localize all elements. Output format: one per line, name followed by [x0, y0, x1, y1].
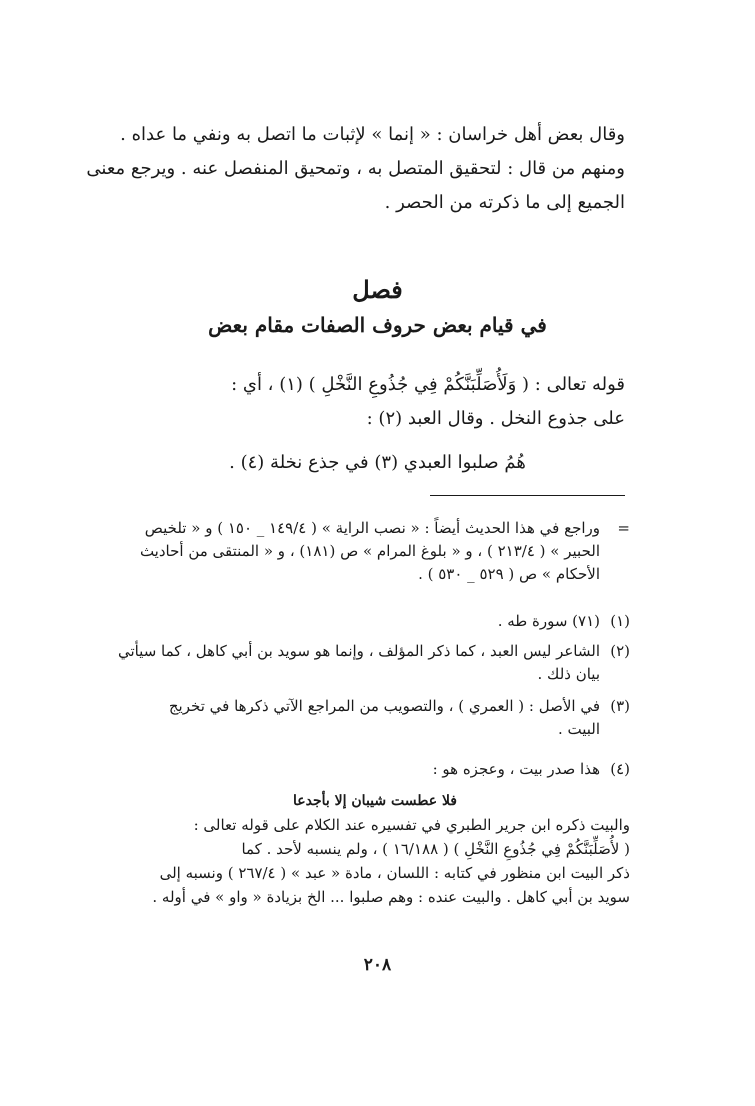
page-number: ٢٠٨ [363, 955, 392, 975]
intro-line: ومنهم من قال : لتحقيق المتصل به ، وتمحيق المنفصل عنه . ويرجع معنى [86, 158, 625, 179]
footnote-verse: فلا عطست شيبان إلا بأجدعا [292, 793, 457, 809]
intro-paragraph [86, 118, 625, 220]
footnote-continued [120, 517, 630, 586]
footnote-line: هذا صدر بيت ، وعجزه هو : [432, 760, 600, 778]
footnote-line: (٧١) سورة طه . [497, 612, 600, 630]
footnote-line: ( لأُصَلِّبَنَّكُمْ فِي جُذُوعِ النَّخْلِ ) ( ١٦/١٨٨ ) ، ولم ينسبه لأحد . كما [241, 840, 630, 858]
footnote-2 [117, 640, 630, 686]
footnote-line: بيان ذلك . [537, 665, 600, 683]
poetry-verse: هُمُ صلبوا العبدي (٣) في جذع نخلة (٤) . [229, 452, 526, 473]
footnote-line: وراجع في هذا الحديث أيضاً : « نصب الراية » ( ١٤٩/٤ _ ١٥٠ ) و « تلخيص [144, 519, 600, 537]
footnote-4 [120, 758, 630, 781]
body-line: على جذوع النخل . وقال العبد (٢) : [366, 408, 625, 429]
footnote-line: البيت . [557, 720, 600, 738]
footnote-1 [120, 610, 630, 633]
footnote-divider [430, 495, 625, 496]
footnote-number: (٤) [610, 760, 630, 778]
footnote-number: (٣) [610, 697, 630, 715]
footnote-number: (٢) [610, 642, 630, 660]
footnote-marker: = [617, 519, 630, 537]
footnote-line: في الأصل : ( العمري ) ، والتصويب من المراجع الآتي ذكرها في تخريج [168, 697, 600, 715]
footnote-3 [120, 695, 630, 741]
footnote-line: الحبير » ( ٢١٣/٤ ) ، و « بلوغ المرام » ص (١٨١) ، و « المنتقى من أحاديث [139, 542, 600, 560]
body-paragraph [130, 368, 625, 436]
body-line: قوله تعالى : ( وَلَأُصَلِّبَنَّكُمْ فِي جُذُوعِ النَّخْلِ ) (١) ، أي : [231, 374, 625, 395]
section-subtitle: في قيام بعض حروف الصفات مقام بعض [208, 313, 547, 337]
footnote-line: سويد بن أبي كاهل . والبيت عنده : وهم صلبوا ... الخ بزيادة « واو » في أوله . [152, 888, 630, 906]
footnote-number: (١) [610, 612, 630, 630]
footnote-line: والبيت ذكره ابن جرير الطبري في تفسيره عند الكلام على قوله تعالى : [193, 816, 630, 834]
intro-line: الجميع إلى ما ذكرته من الحصر . [384, 192, 625, 213]
intro-line: وقال بعض أهل خراسان : « إنما » لإثبات ما اتصل به ونفي ما عداه . [120, 124, 625, 145]
section-title: فصل [352, 275, 403, 304]
footnote-line: الأحكام » ص ( ٥٢٩ _ ٥٣٠ ) . [418, 565, 600, 583]
footnote-line: الشاعر ليس العبد ، كما ذكر المؤلف ، وإنما هو سويد بن أبي كاهل ، كما سيأتي [117, 642, 600, 660]
footnote-line: ذكر البيت ابن منظور في كتابه : اللسان ، مادة « عبد » ( ٢٦٧/٤ ) ونسبه إلى [159, 864, 630, 882]
footnote-4-continued [120, 789, 630, 909]
